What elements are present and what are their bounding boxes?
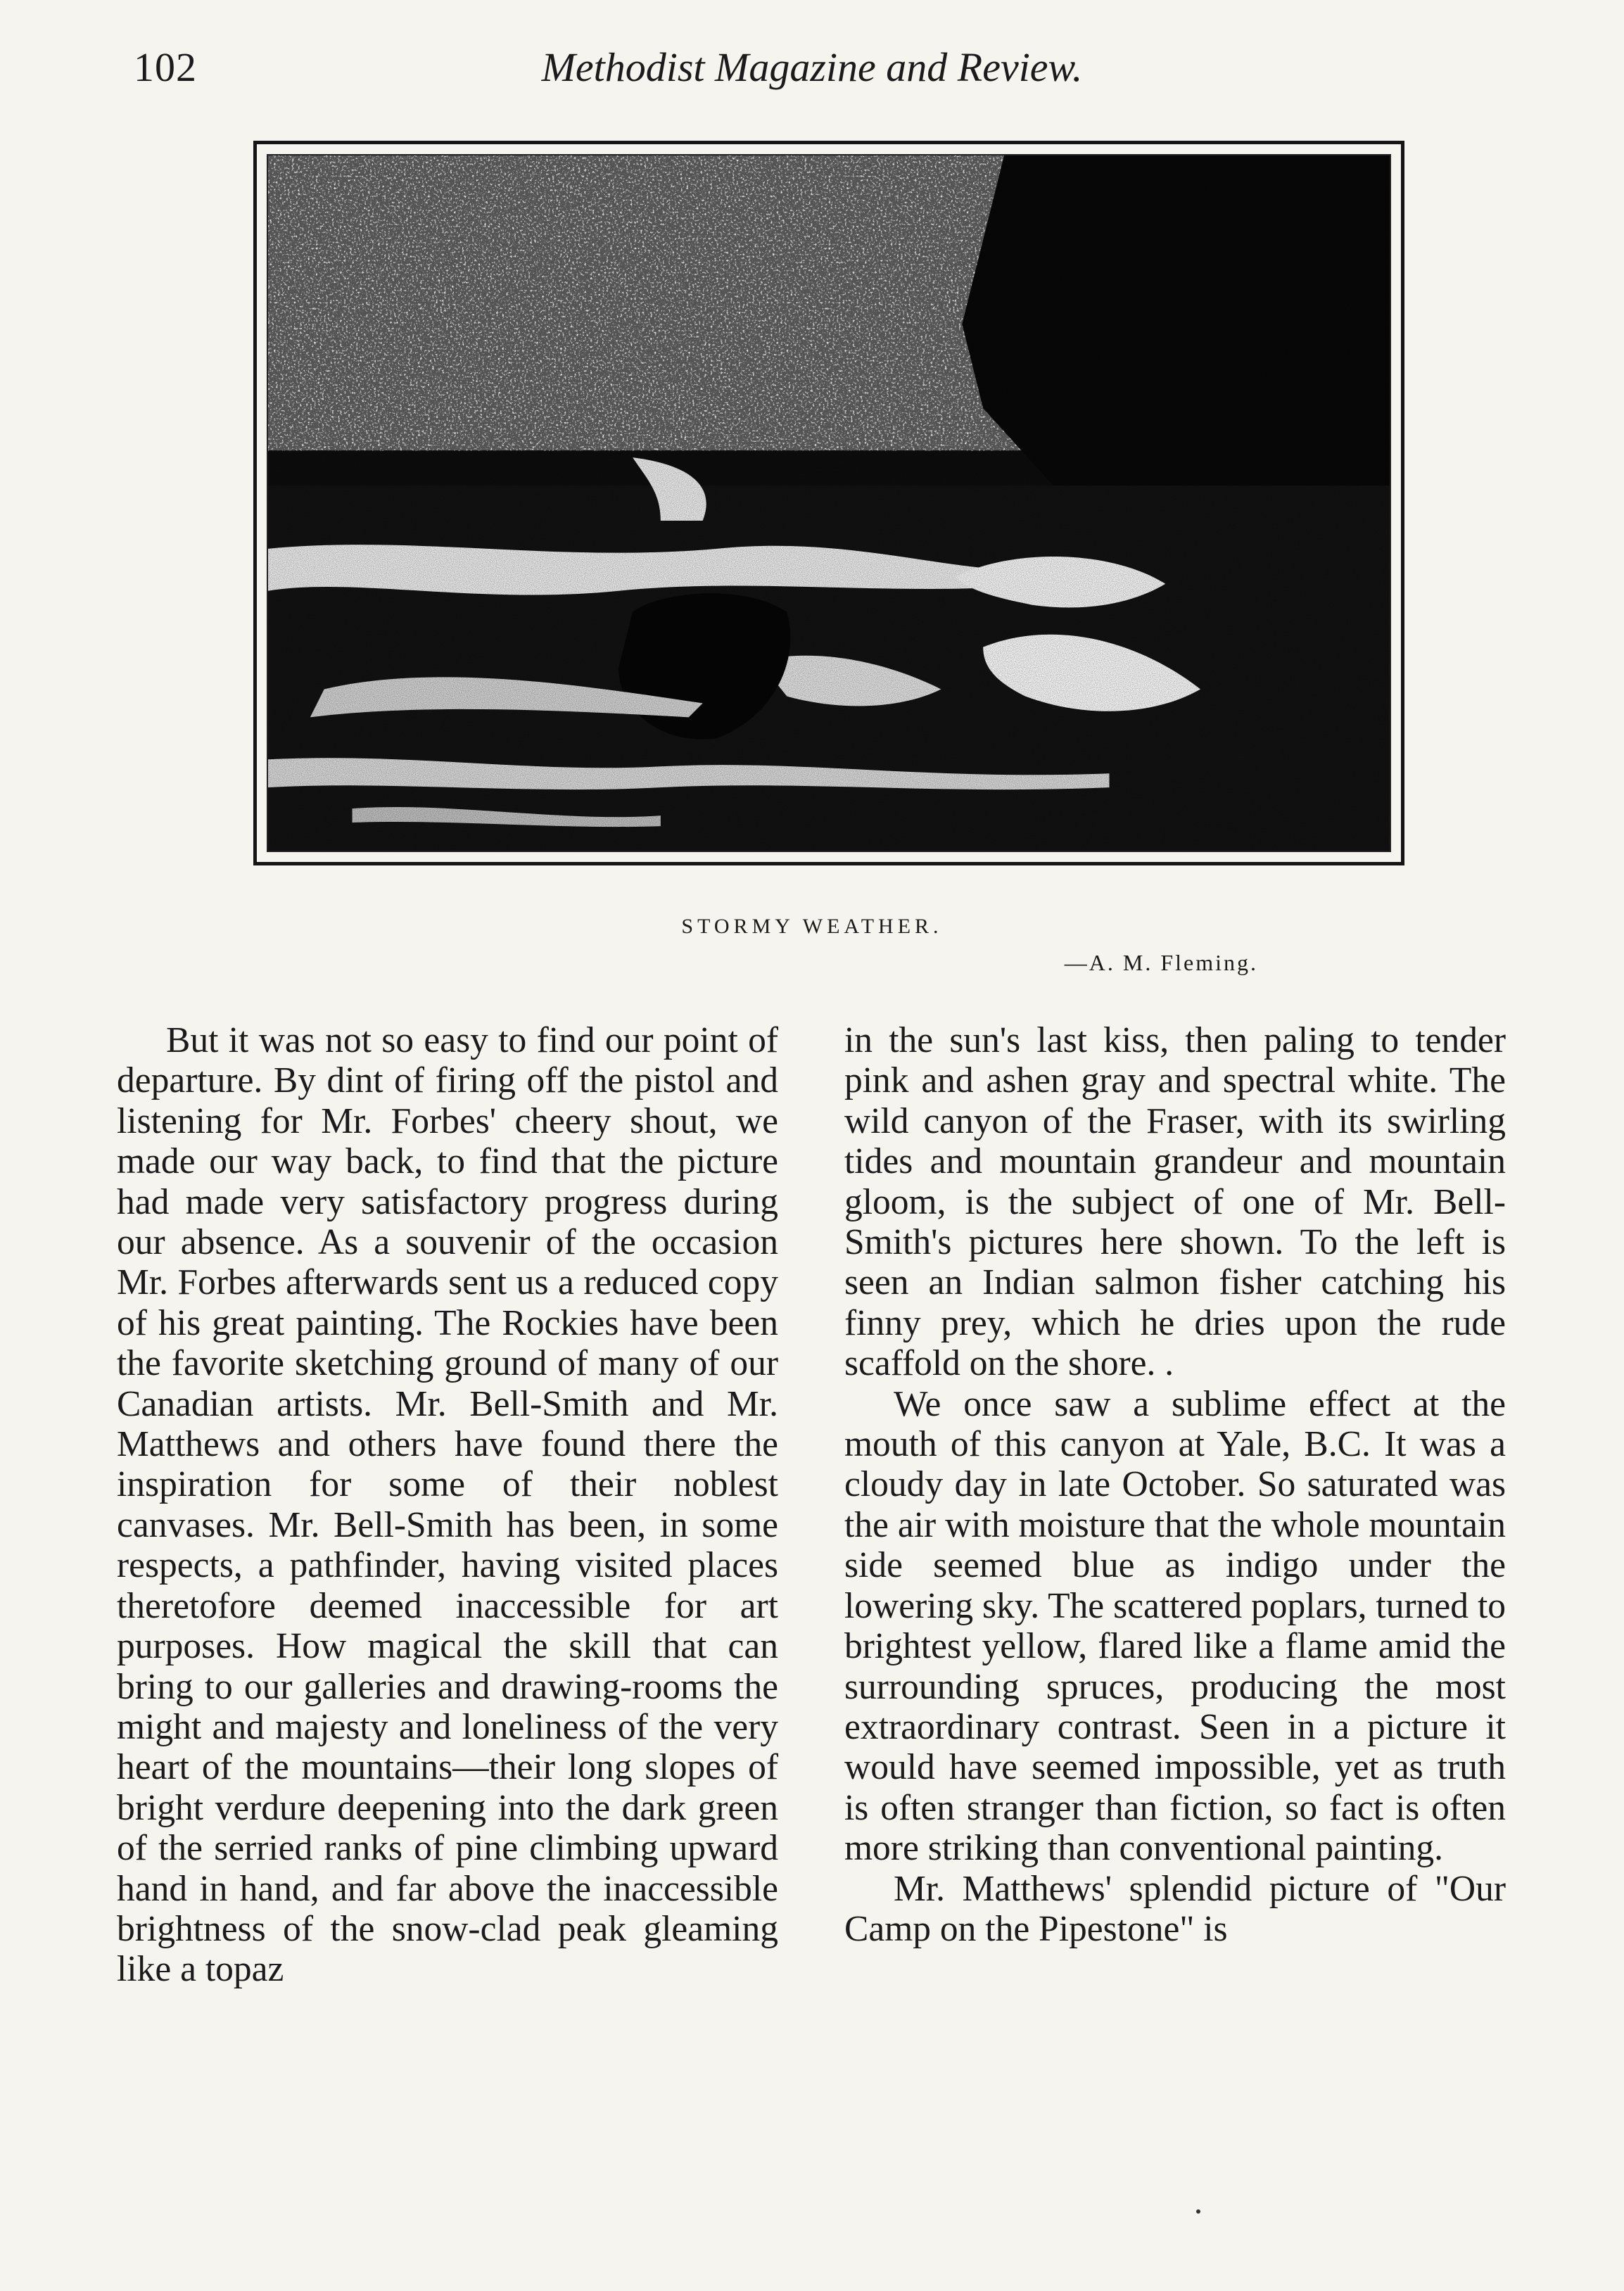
paragraph: Mr. Matthews' splendid picture of "Our Camp on the Pipestone" is <box>844 1868 1506 1949</box>
figure-caption: STORMY WEATHER. <box>681 915 943 938</box>
stormy-weather-illustration <box>267 154 1391 852</box>
paragraph: But it was not so easy to find our point of departure. By dint of firing off the pistol and listening for Mr. Forbes' cheery shout, we made our way back, to find that the picture had made very satisfactory progress during our absence. As a souvenir of the occasion Mr. Forbes afterwards sent us a reduced copy of his great painting. The Rockies have been the favorite sketching ground of many of our Canadian artists. Mr. Bell-Smith and Mr. Matthews and others have found there the inspiration for some of their noblest canvases. Mr. Bell-Smith has been, in some respects, a pathfinder, having visited places theretofore deemed inaccessible for art purposes. How magical the skill that can bring to our galleries and drawing-rooms the might and majesty and loneliness of the very heart of the mountains—their long slopes of bright verdure deepening into the dark green of the serried ranks of pine climbing upward hand in hand, and far above the inaccessible brightness of the snow-clad peak gleaming like a topaz <box>117 1020 778 1990</box>
left-column <box>117 1020 778 1990</box>
paragraph: in the sun's last kiss, then paling to tender pink and ashen gray and spectral white. The wild canyon of the Fraser, with its swirling tides and mountain grandeur and mountain gloom, is the subject of one of Mr. Bell-Smith's pictures here shown. To the left is seen an Indian salmon fisher catching his finny prey, which he dries upon the rude scaffold on the shore. . <box>844 1020 1506 1384</box>
page-number: 102 <box>134 44 197 90</box>
figure-plate <box>253 141 1404 865</box>
right-column <box>844 1020 1506 1949</box>
paragraph: We once saw a sublime effect at the mouth of this canyon at Yale, B.C. It was a cloudy day in late October. So saturated was the air with moisture that the whole mountain side seemed blue as indigo under the lowering sky. The scattered poplars, turned to brightest yellow, flared like a flame amid the surrounding spruces, producing the most extraordinary contrast. Seen in a picture it would have seemed impossible, yet as truth is often stranger than fiction, so fact is often more striking than conventional painting. <box>844 1383 1506 1869</box>
ink-dot <box>1196 2209 1200 2214</box>
figure-credit: —A. M. Fleming. <box>1064 950 1258 975</box>
running-head: Methodist Magazine and Review. <box>541 44 1083 90</box>
